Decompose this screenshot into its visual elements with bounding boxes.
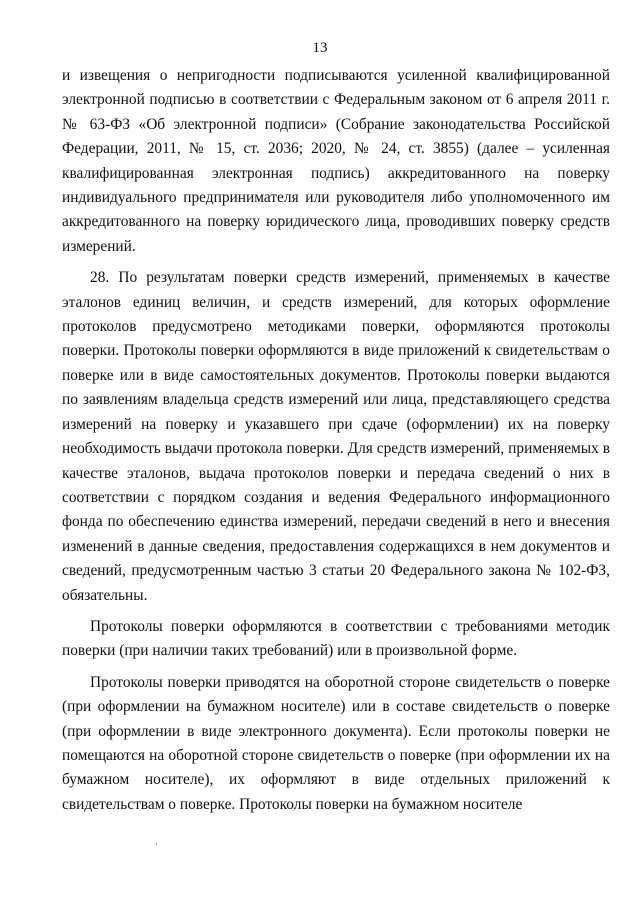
scan-speck [156, 843, 157, 845]
page-number: 13 [312, 40, 328, 56]
paragraph-protocol-format: Протоколы поверки оформляются в соответствии с требованиями методик поверки (при наличии таких требований) или в произвольной форме. [62, 617, 610, 660]
paragraph-item-28: 28. По результатам поверки средств измерений, применяемых в качестве эталонов единиц величин, и средств измерений, для которых оформление протоколов предусмотрено методиками поверки, оформляются протоколы поверки. Протоколы поверки оформляются в виде приложений к свидетельствам о поверке или в виде самостоятельных документов. Протоколы поверки выдаются по заявлениям владельца средств измерений или лица, представляющего средства измерений на поверку и указавшего при сдаче (оформлении) их на поверку необходимость выдачи протокола поверки. Для средств измерений, применяемых в качестве эталонов, выдача протоколов поверки и передача сведений о них в соответствии с порядком создания и ведения Федерального информационного фонда по обеспечению единства измерений, передачи сведений в него и внесения изменений в данные сведения, предоставления содержащихся в нем документов и сведений, предусмотренным частью 3 статьи 20 Федерального закона № 102-ФЗ, обязательны. [62, 269, 610, 604]
paragraph-protocol-placement: Протоколы поверки приводятся на оборотной стороне свидетельств о поверке (при оформлении на бумажном носителе) или в составе свидетельств о поверке (при оформлении в виде электронного документа). Если протоколы поверки не помещаются на оборотной стороне свидетельств о поверке (при оформлении их на бумажном носителе), их оформляют в виде отдельных приложений к свидетельствам о поверке. Протоколы поверки на бумажном носителе [62, 673, 610, 813]
paragraph-continuation: и извещения о непригодности подписываются усиленной квалифицированной электронной подписью в соответствии с Федеральным законом от 6 апреля 2011 г. № 63-ФЗ «Об электронной подписи» (Собрание законодательства Российской Федерации, 2011, № 15, ст. 2036; 2020, № 24, ст. 3855) (далее – усиленная квалифицированная электронная подпись) аккредитованного на поверку индивидуального предпринимателя или руководителя либо уполномоченного им аккредитованного на поверку юридического лица, проводивших поверку средств измерений. [62, 67, 610, 255]
document-body [62, 64, 610, 817]
